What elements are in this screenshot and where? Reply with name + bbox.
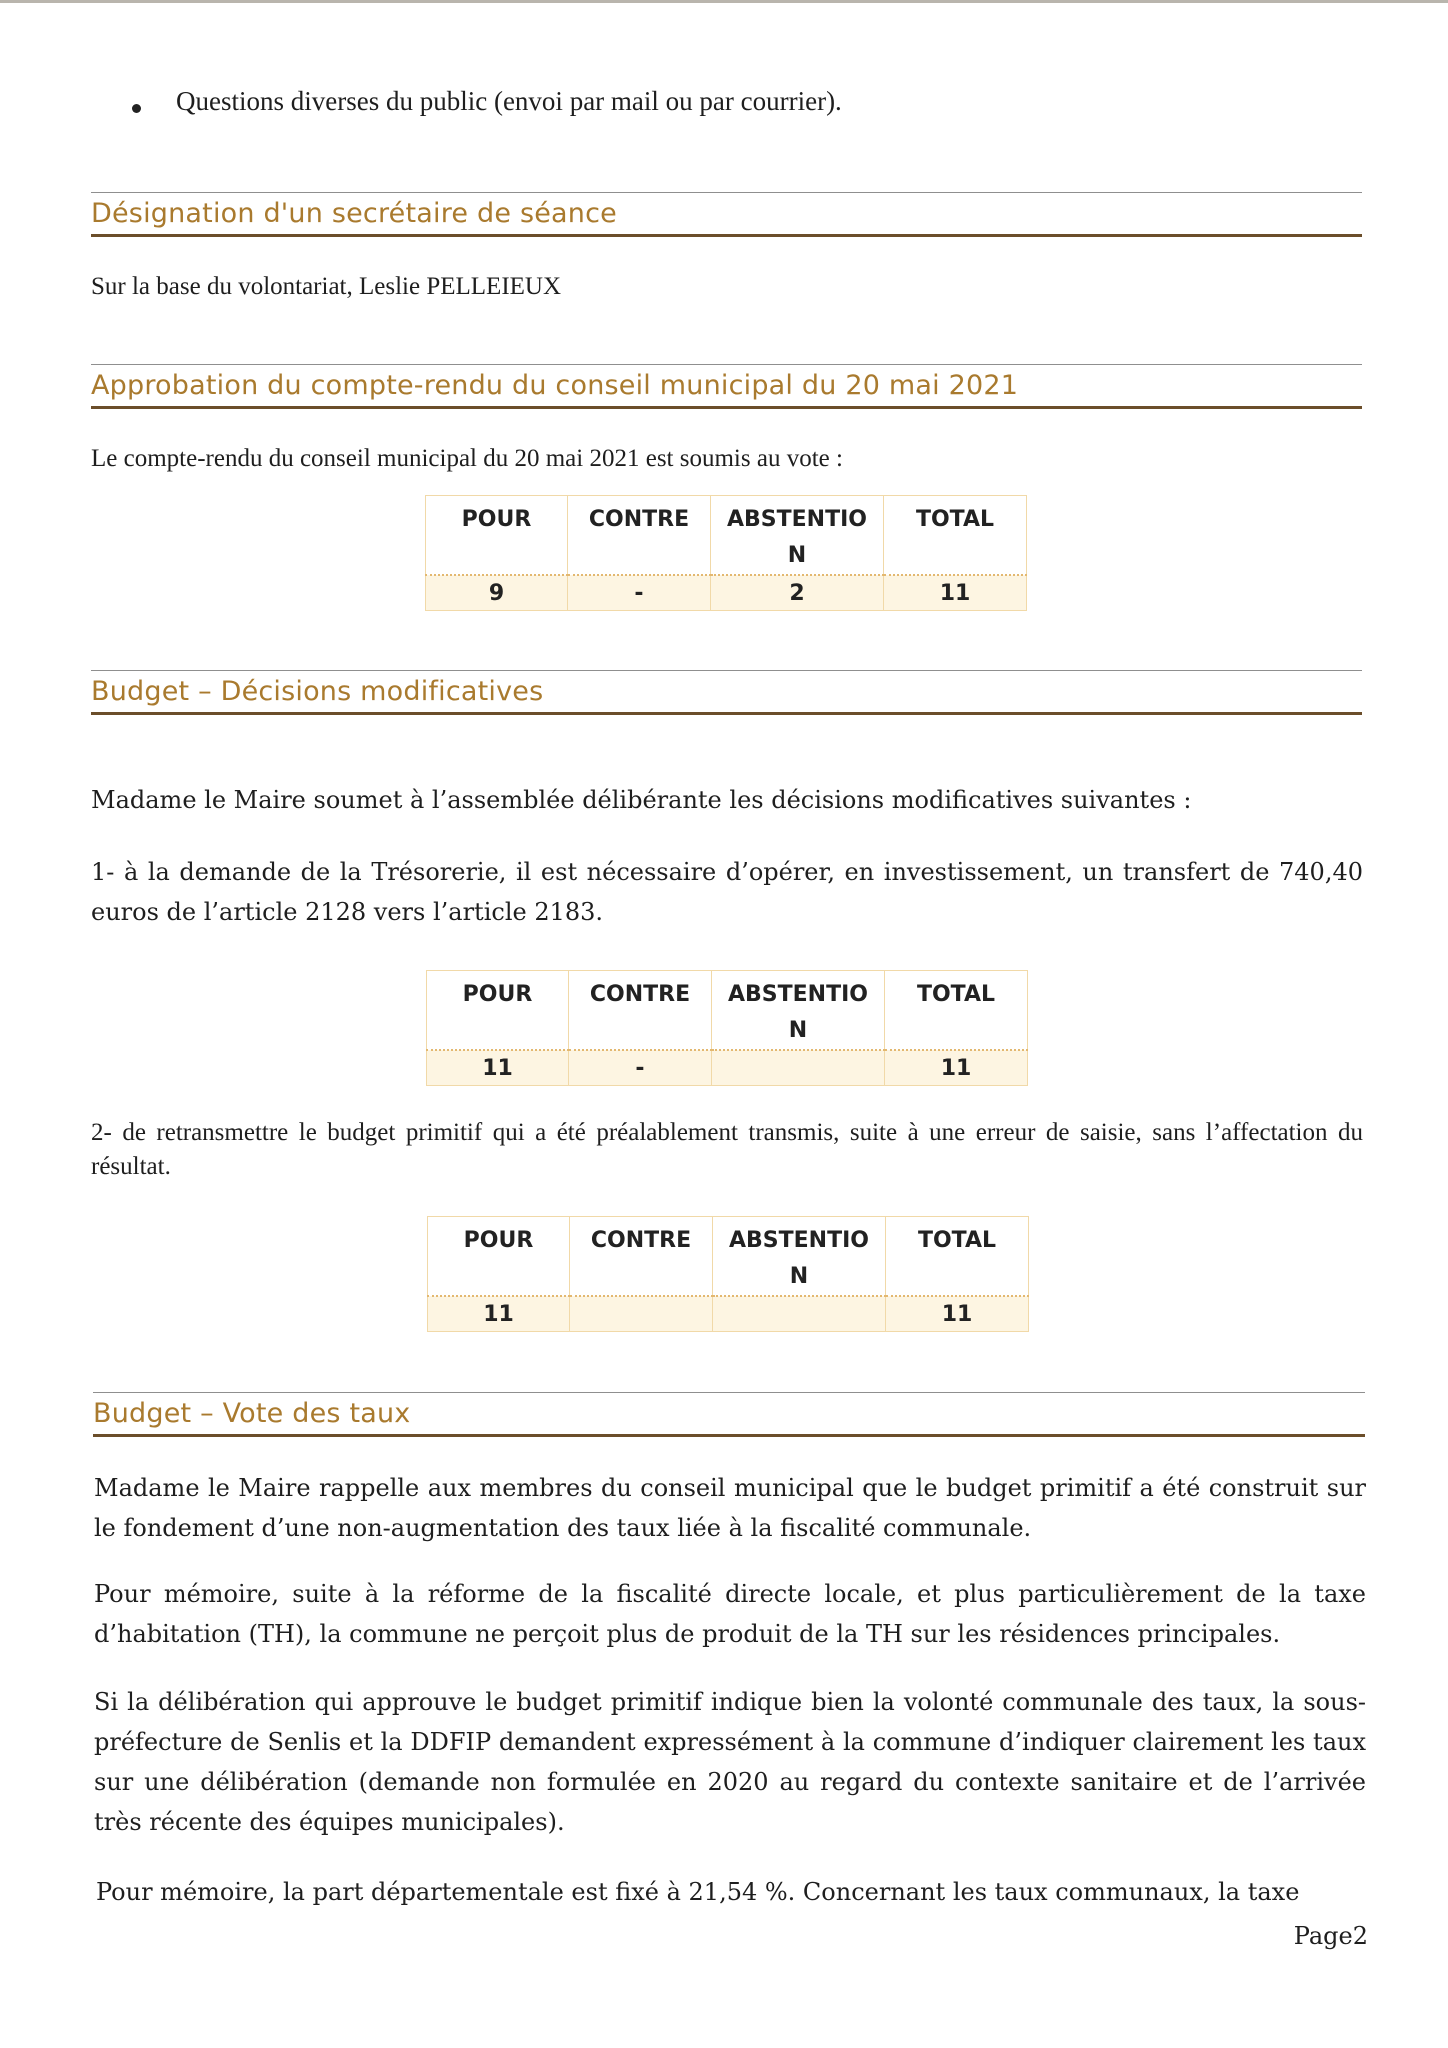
vote-abstention [712,1050,885,1086]
section-rule-top [91,670,1362,671]
secretaire-text: Sur la base du volontariat, Leslie PELLEIEUX [91,273,562,300]
section-rule-bottom [93,1434,1365,1437]
vote-pour: 11 [427,1050,569,1086]
section-rule-top [91,364,1362,365]
decision-item-1: 1- à la demande de la Trésorerie, il est nécessaire d’opérer, en investissement, un transfert de 740,40 euros de l’article 2128 vers l’article 2183. [91,858,1363,926]
header-abstention [712,971,885,1051]
bullet-icon [132,104,141,113]
vote-contre: - [569,1050,712,1086]
heading-taux: Budget – Vote des taux [93,1398,411,1429]
header-pour: POUR [428,1217,570,1297]
vote-total: 11 [884,575,1027,611]
vote-table-approbation [425,495,1027,611]
taux-paragraph-2: Pour mémoire, suite à la réforme de la fiscalité directe locale, et plus particulièrement de la taxe d’habitation (TH), la commune ne perçoit plus de produit de la TH sur les résidences principales. [94,1580,1366,1648]
vote-contre: - [568,575,711,611]
vote-pour: 9 [426,575,568,611]
section-rule-bottom [91,406,1362,409]
page-number: Page2 [1293,1922,1368,1950]
bullet-item: Questions diverses du public (envoi par mail ou par courrier). [176,86,842,116]
header-abstention-line2: N [787,543,807,568]
section-rule-top [91,192,1362,193]
header-total: TOTAL [884,496,1027,576]
section-rule-bottom [91,712,1362,715]
vote-abstention: 2 [711,575,884,611]
taux-paragraph-4: Pour mémoire, la part départementale est fixé à 21,54 %. Concernant les taux communaux, la taxe [96,1878,1300,1906]
header-abstention-line1: ABSTENTIO [727,507,867,532]
vote-table-decision-2 [427,1216,1029,1332]
heading-secretaire: Désignation d'un secrétaire de séance [91,198,617,229]
header-pour: POUR [427,971,569,1051]
header-contre: CONTRE [568,496,711,576]
header-abstention [713,1217,886,1297]
vote-pour: 11 [428,1296,570,1332]
header-total: TOTAL [885,971,1028,1051]
taux-paragraph-1: Madame le Maire rappelle aux membres du conseil municipal que le budget primitif a été construit sur le fondement d’une non-augmentation des taux liée à la fiscalité communale. [94,1474,1366,1542]
header-abstention [711,496,884,576]
approbation-text: Le compte-rendu du conseil municipal du 20 mai 2021 est soumis au vote : [91,445,843,472]
vote-table-decision-1 [426,970,1028,1086]
header-abstention-line1: ABSTENTIO [728,982,868,1007]
header-total: TOTAL [886,1217,1029,1297]
decisions-intro: Madame le Maire soumet à l’assemblée délibérante les décisions modificatives suivantes : [91,786,1192,814]
taux-paragraph-3: Si la délibération qui approuve le budget primitif indique bien la volonté communale des taux, la sous-préfecture de Senlis et la DDFIP demandent expressément à la commune d’indiquer clairement les taux sur une délibération (demande non formulée en 2020 au regard du contexte sanitaire et de l’arrivée très récente des équipes municipales). [94,1688,1366,1836]
section-rule-bottom [91,234,1362,237]
vote-abstention [713,1296,886,1332]
header-abstention-line2: N [788,1018,808,1043]
header-pour: POUR [426,496,568,576]
scan-top-edge [0,0,1448,3]
decision-item-2: 2- de retransmettre le budget primitif qui a été préalablement transmis, suite à une erreur de saisie, sans l’affectation du résultat. [91,1119,1363,1180]
header-abstention-line1: ABSTENTIO [729,1228,869,1253]
heading-decisions: Budget – Décisions modificatives [91,676,544,707]
header-contre: CONTRE [569,971,712,1051]
heading-approbation: Approbation du compte-rendu du conseil municipal du 20 mai 2021 [91,370,1019,401]
header-abstention-line2: N [789,1264,809,1289]
header-contre: CONTRE [570,1217,713,1297]
vote-total: 11 [886,1296,1029,1332]
section-rule-top [93,1392,1365,1393]
vote-total: 11 [885,1050,1028,1086]
vote-contre [570,1296,713,1332]
